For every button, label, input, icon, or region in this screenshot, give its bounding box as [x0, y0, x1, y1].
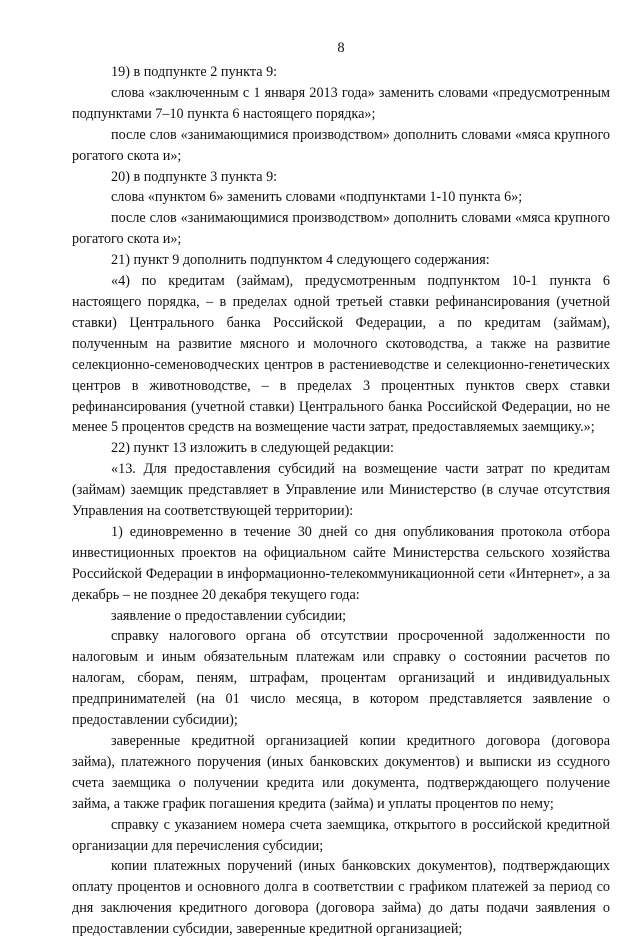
paragraph: 1) единовременно в течение 30 дней со дня опубликования протокола отбора инвестиционных проектов на официальном сайте Министерства сельского хозяйства Российской Федерации в информационно-телекоммуникационной сети «Интернет», а за декабрь – не позднее 20 декабря текущего года: — [72, 523, 610, 603]
paragraph: слова «заключенным с 1 января 2013 года» заменить словами «предусмотренным подпунктами 7–10 пункта 6 настоящего порядка»; — [72, 84, 610, 122]
paragraph: справку с указанием номера счета заемщика, открытого в российской кредитной организации для перечисления субсидии; — [72, 816, 610, 854]
page-number: 8 — [337, 40, 345, 56]
document-page — [72, 0, 610, 940]
paragraph: после слов «занимающимися производством» дополнить словами «мяса крупного рогатого скота и»; — [72, 210, 610, 248]
paragraph-item-22: 22) пункт 13 изложить в следующей редакции: — [111, 440, 394, 457]
paragraph-item-19: 19) в подпункте 2 пункта 9: — [111, 64, 278, 80]
paragraph: слова «пунктом 6» заменить словами «подпунктами 1-10 пункта 6»; — [111, 189, 523, 206]
paragraph: справку налогового органа об отсутствии просроченной задолженности по налоговым и иным обязательным платежам или справку о состоянии расчетов по налогам, сборам, пеням, штрафам, процентам организаций и индивидуальных предпринимателей (на 01 число месяца, в котором представляется заявление о предоставлении субсидии); — [72, 628, 610, 729]
paragraph: после слов «занимающимися производством» дополнить словами «мяса крупного рогатого скота и»; — [72, 126, 610, 164]
document-body — [72, 62, 610, 940]
paragraph: копии платежных поручений (иных банковских документов), подтверждающих оплату процентов и основного долга в соответствии с графиком платежей за период со дня заключения кредитного договора (договора займа) до даты подачи заявления о предоставлении субсидии, заверенные кредитной организацией; — [72, 858, 610, 938]
paragraph: заверенные кредитной организацией копии кредитного договора (договора займа), платежного поручения (иных банковских документов) и выписки из ссудного счета заемщика о получении кредита или документа, подтверждающего получение займа, а также график погашения кредита (займа) и уплаты процентов по нему; — [72, 733, 610, 812]
paragraph-item-21: 21) пункт 9 дополнить подпунктом 4 следующего содержания: — [111, 252, 490, 269]
paragraph-item-20: 20) в подпункте 3 пункта 9: — [111, 168, 278, 185]
paragraph: «13. Для предоставления субсидий на возмещение части затрат по кредитам (займам) заемщик представляет в Управление или Министерство (в случае отсутствия Управления на соответствующей территории): — [72, 461, 610, 520]
paragraph: «4) по кредитам (займам), предусмотренным подпунктом 10-1 пункта 6 настоящего порядка, – в пределах одной третьей ставки рефинансирования (учетной ставки) Центрального банка Российской Федерации, а по кредитам (займам), полученным на развитие мясного и молочного скотоводства, а также на развитие селекционно-семеноводческих центров в растениеводстве и селекционно-генетических центров в животноводстве, – в пределах 3 процентных пунктов сверх ставки рефинансирования (учетной ставки) Центрального банка Российской Федерации, но не менее 5 процентов средств на возмещение части затрат, предоставляемых заемщику.»; — [72, 273, 610, 436]
paragraph: заявление о предоставлении субсидии; — [111, 607, 347, 624]
